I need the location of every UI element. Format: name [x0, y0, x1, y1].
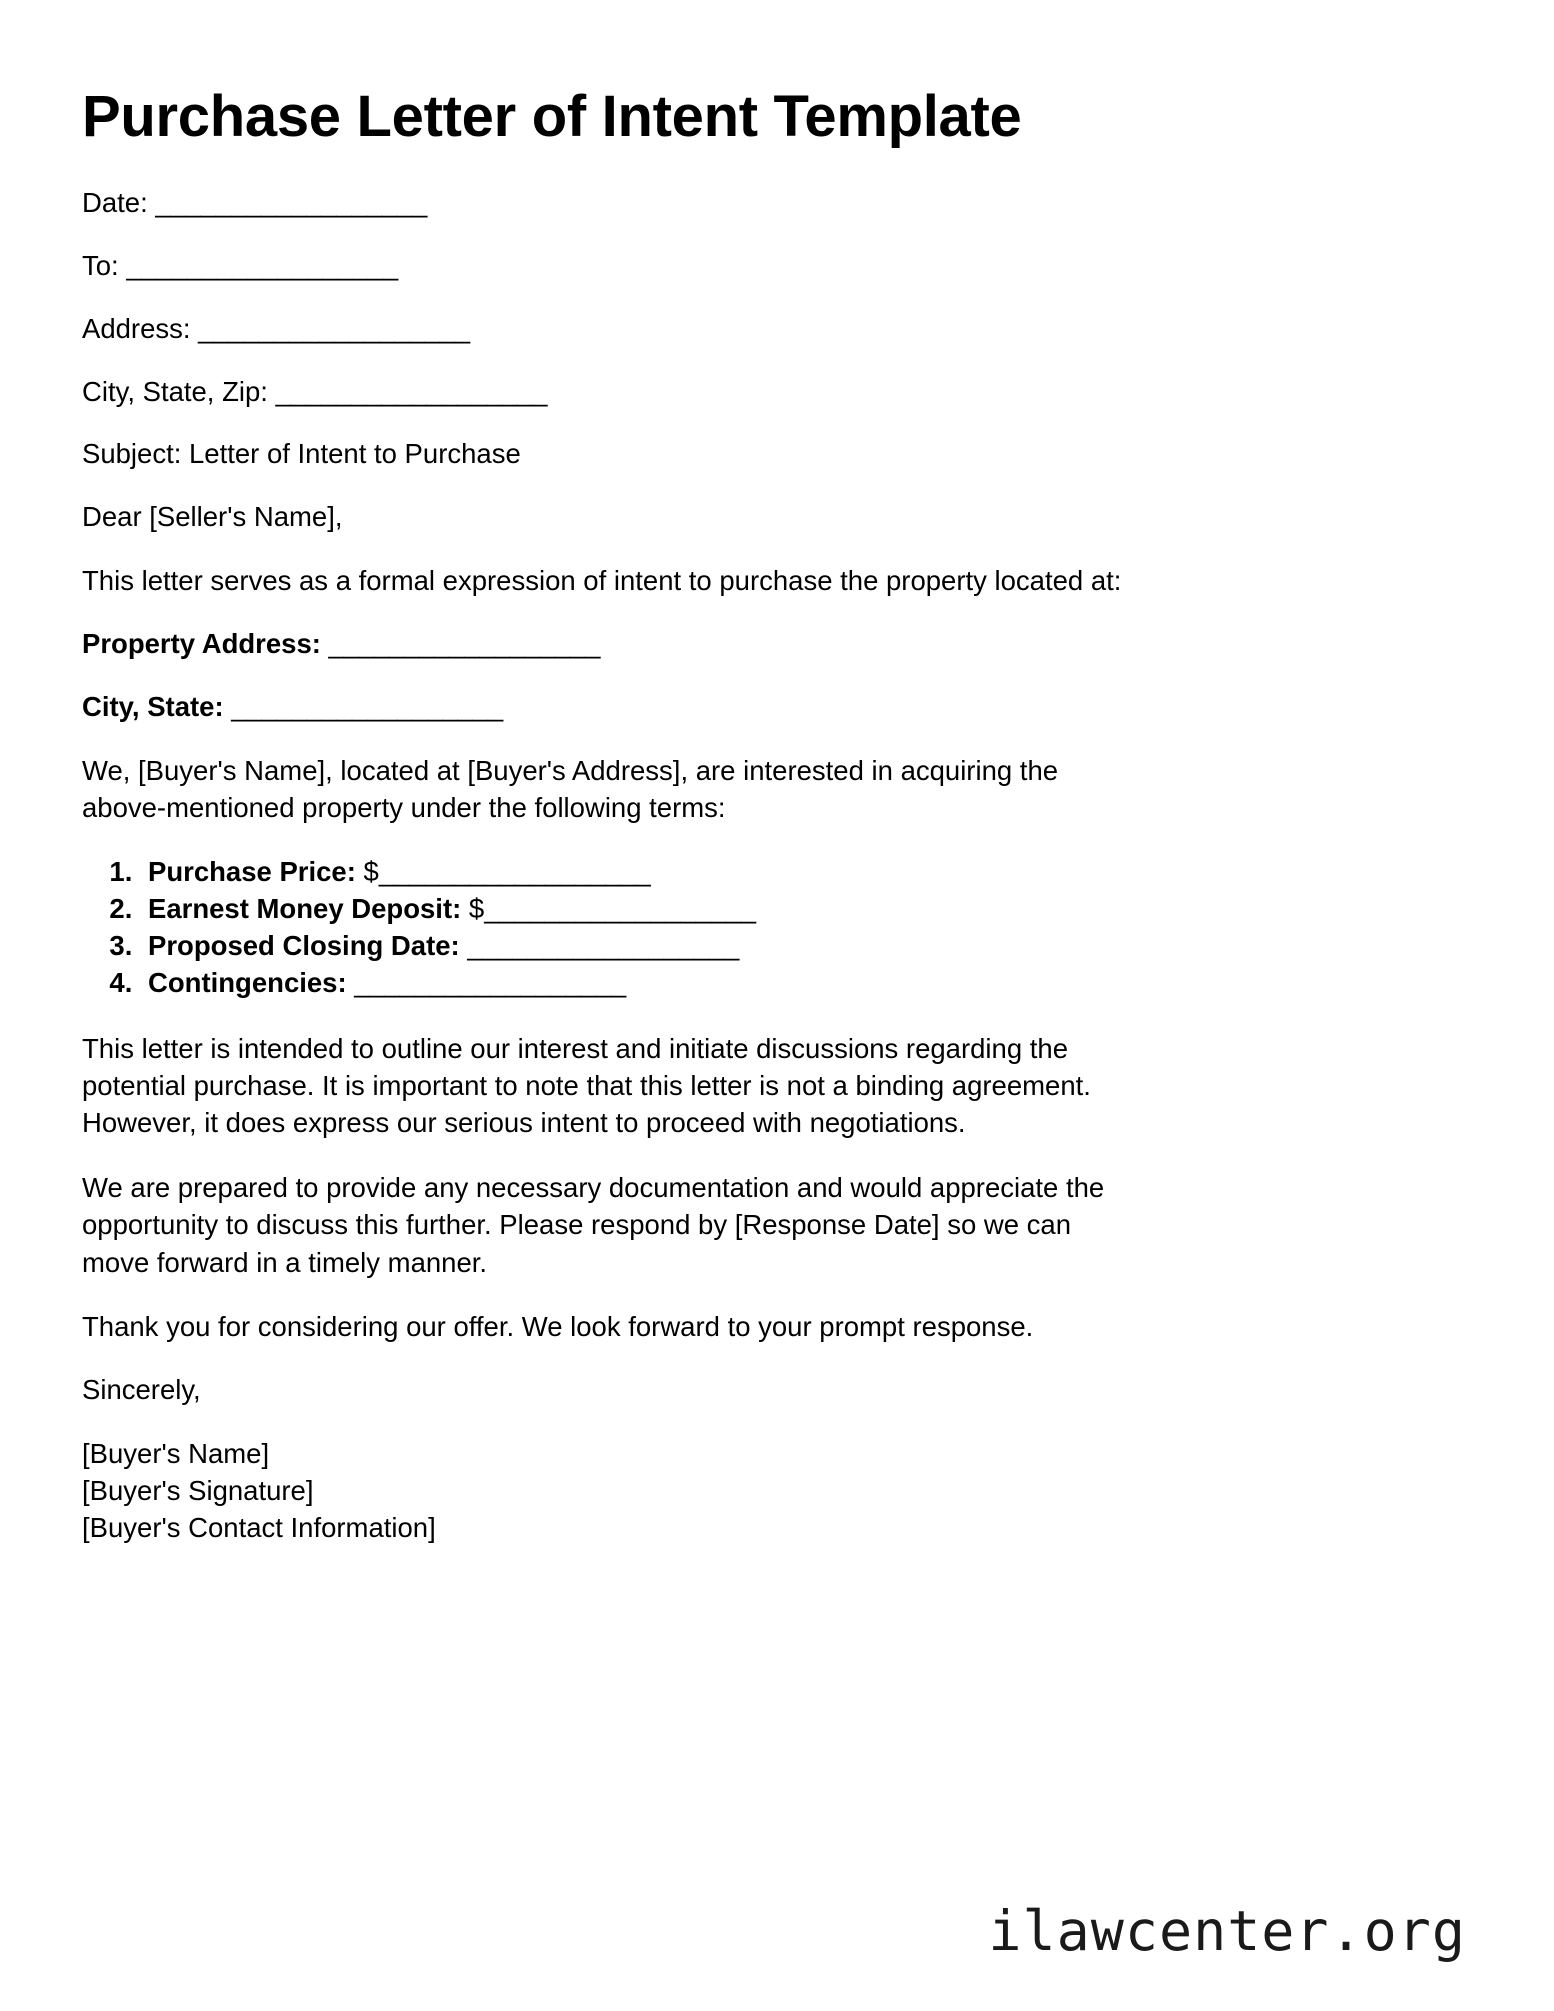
field-property-city-state [82, 689, 1402, 725]
field-to [82, 248, 1402, 284]
field-to-label: To: [82, 250, 119, 282]
field-property-city-state-blank[interactable]: __________________ [231, 691, 503, 723]
field-property-address [82, 626, 1402, 662]
field-city-state-zip [82, 374, 1402, 410]
field-address [82, 311, 1402, 347]
signature-line-signature: [Buyer's Signature] [82, 1475, 314, 1507]
subject-line: Subject: Letter of Intent to Purchase [82, 438, 521, 470]
body-paragraph-3: Thank you for considering our offer. We look forward to your prompt response. [82, 1310, 1034, 1342]
terms-list [82, 854, 1402, 1002]
term-label-purchase-price: Purchase Price: [148, 855, 356, 887]
term-label-earnest-money-deposit: Earnest Money Deposit: [148, 892, 462, 924]
list-item [140, 854, 1402, 891]
field-date [82, 185, 1402, 221]
intro-paragraph: This letter serves as a formal expression of intent to purchase the property located at: [82, 564, 1122, 596]
document-content [82, 86, 1402, 1546]
signature-line-name: [Buyer's Name] [82, 1438, 270, 1470]
term-blank-earnest-money-deposit[interactable]: __________________ [484, 892, 756, 924]
field-address-label: Address: [82, 312, 191, 344]
field-date-blank[interactable]: __________________ [155, 187, 428, 219]
body-paragraph-1: This letter is intended to outline our interest and initiate discussions regarding the potential purchase. It is important to note that this letter is not a binding agreement. However, it does express our serious intent to proceed with negotiations. [82, 1032, 1091, 1139]
field-property-city-state-label: City, State: [82, 691, 224, 723]
term-label-contingencies: Contingencies: [148, 966, 347, 998]
field-date-label: Date: [82, 187, 148, 219]
field-address-blank[interactable]: __________________ [198, 312, 470, 344]
field-city-state-zip-blank[interactable]: __________________ [275, 375, 548, 407]
field-city-state-zip-label: City, State, Zip: [82, 375, 268, 407]
term-prefix-purchase-price: $ [355, 855, 379, 887]
list-item [140, 965, 1402, 1002]
closing-salutation: Sincerely, [82, 1374, 201, 1406]
terms-intro-paragraph: We, [Buyer's Name], located at [Buyer's Address], are interested in acquiring the above-mentioned property under the following terms: [82, 754, 1059, 824]
list-item [140, 928, 1402, 965]
site-watermark: ilawcenter.org [988, 1899, 1466, 1963]
signature-line-contact: [Buyer's Contact Information] [82, 1512, 436, 1544]
term-blank-contingencies[interactable]: __________________ [354, 966, 626, 998]
field-to-blank[interactable]: __________________ [126, 250, 399, 282]
term-label-proposed-closing-date: Proposed Closing Date: [148, 929, 460, 961]
term-prefix-earnest-money-deposit: $ [461, 892, 485, 924]
body-paragraph-2: We are prepared to provide any necessary documentation and would appreciate the opportunity to discuss this further. Please respond by [Response Date] so we can move forward in a timely manner. [82, 1171, 1105, 1278]
field-property-address-label: Property Address: [82, 628, 321, 660]
signature-block [82, 1435, 1402, 1546]
page-title: Purchase Letter of Intent Template [82, 84, 1022, 149]
term-blank-proposed-closing-date[interactable]: __________________ [467, 929, 740, 961]
field-property-address-blank[interactable]: __________________ [328, 628, 601, 660]
list-item [140, 891, 1402, 928]
term-blank-purchase-price[interactable]: __________________ [378, 855, 651, 887]
salutation: Dear [Seller's Name], [82, 501, 343, 533]
